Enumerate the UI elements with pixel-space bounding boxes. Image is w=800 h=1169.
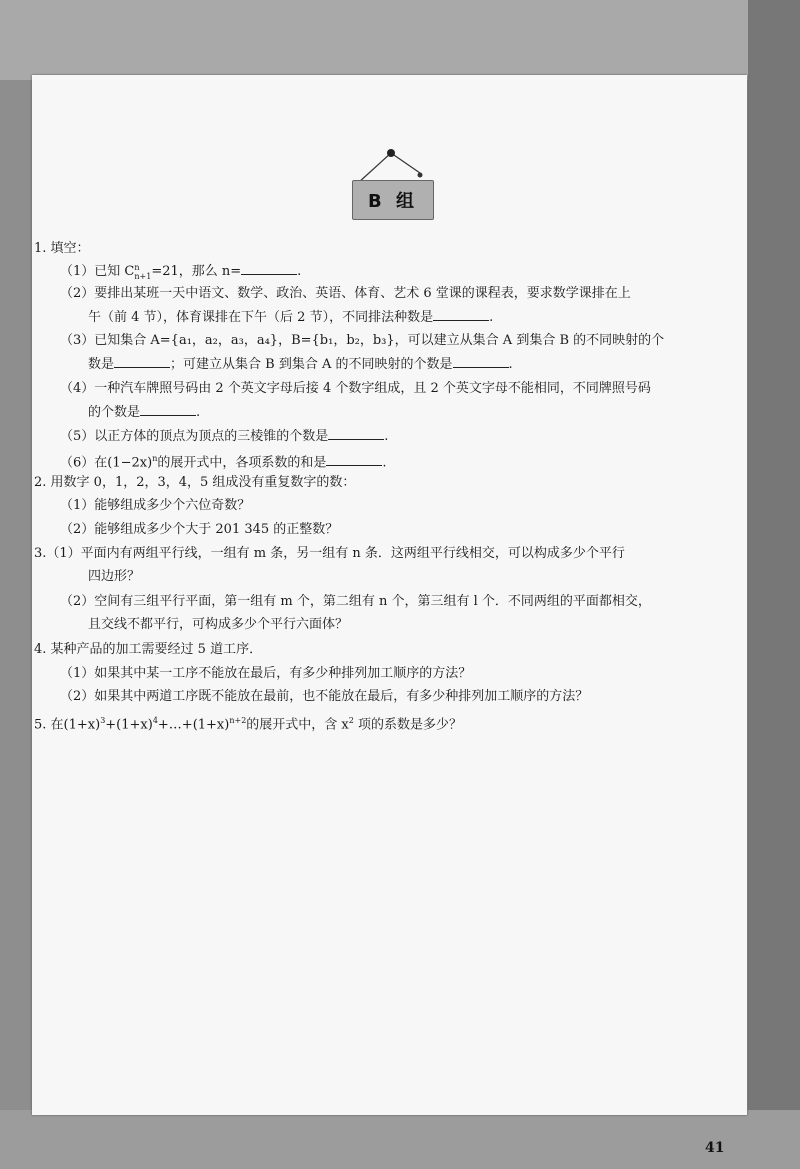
q2-title: 2. 用数字 0，1，2，3，4，5 组成没有重复数字的数：	[34, 475, 356, 490]
q1-part5: （5）以正方体的顶点为顶点的三棱锥的个数是 .	[60, 429, 389, 444]
q5: 5. 在$(1+x)^3+(1+x)^4+\dots+(1+x)^{n+2}$的展开式中，含 $x^2$ 项的系数是多少？	[34, 716, 462, 733]
scan-background-bottom	[0, 1110, 800, 1169]
answer-blank[interactable]	[453, 355, 509, 368]
q1-part3-line1: （3）已知集合 A={a₁，a₂，a₃，a₄}，B={b₁，b₂，b₃}，可以建立从集合 A 到集合 B 的不同映射的个	[60, 333, 665, 348]
q1-part2-line2: 午（前 4 节），体育课排在下午（后 2 节），不同排法种数是 .	[88, 310, 494, 325]
q3-part1-line1: 3.（1）平面内有两组平行线，一组有 m 条，另一组有 n 条．这两组平行线相交，可以构成多少个平行	[34, 546, 625, 561]
page-number: 41	[705, 1140, 725, 1156]
q2-part2: （2）能够组成多少个大于 201 345 的正整数？	[60, 522, 339, 537]
q4-part1: （1）如果其中某一工序不能放在最后，有多少种排列加工顺序的方法？	[60, 666, 472, 681]
answer-blank[interactable]	[241, 262, 297, 275]
q3-part2-line2: 且交线不都平行，可构成多少个平行六面体？	[88, 617, 349, 632]
q3-part2-line1: （2）空间有三组平行平面，第一组有 m 个，第二组有 n 个，第三组有 l 个．不同两组的平面都相交，	[60, 594, 651, 609]
answer-blank[interactable]	[140, 403, 196, 416]
scan-background-top	[0, 0, 800, 80]
q2-part1: （1）能够组成多少个六位奇数？	[60, 498, 251, 513]
q1-part6: （6）在$(1-2x)^n$的展开式中，各项系数的和是 .	[60, 454, 387, 471]
q1-part3-line2: 数是 ；可建立从集合 B 到集合 A 的不同映射的个数是 .	[88, 357, 513, 372]
q1-part4-line1: （4）一种汽车牌照号码由 2 个英文字母后接 4 个数字组成，且 2 个英文字母不能相同，不同牌照号码	[60, 381, 651, 396]
answer-blank[interactable]	[114, 355, 170, 368]
textbook-page	[32, 75, 747, 1115]
q1-part1: （1）已知 C n n+1 =21，那么 n= .	[60, 262, 302, 281]
answer-blank[interactable]	[326, 453, 382, 466]
q1-title: 1. 填空：	[34, 241, 90, 256]
q1-part4-line2: 的个数是 .	[88, 405, 201, 420]
answer-blank[interactable]	[433, 308, 489, 321]
section-title: B 组	[352, 180, 434, 220]
q4-title: 4. 某种产品的加工需要经过 5 道工序．	[34, 642, 263, 657]
q1-part2-line1: （2）要排出某班一天中语文、数学、政治、英语、体育、艺术 6 堂课的课程表，要求数学课排在上	[60, 286, 631, 301]
q3-part1-line2: 四边形？	[88, 569, 141, 584]
q4-part2: （2）如果其中两道工序既不能放在最前，也不能放在最后，有多少种排列加工顺序的方法？	[60, 689, 589, 704]
section-sign	[348, 145, 448, 225]
answer-blank[interactable]	[328, 427, 384, 440]
